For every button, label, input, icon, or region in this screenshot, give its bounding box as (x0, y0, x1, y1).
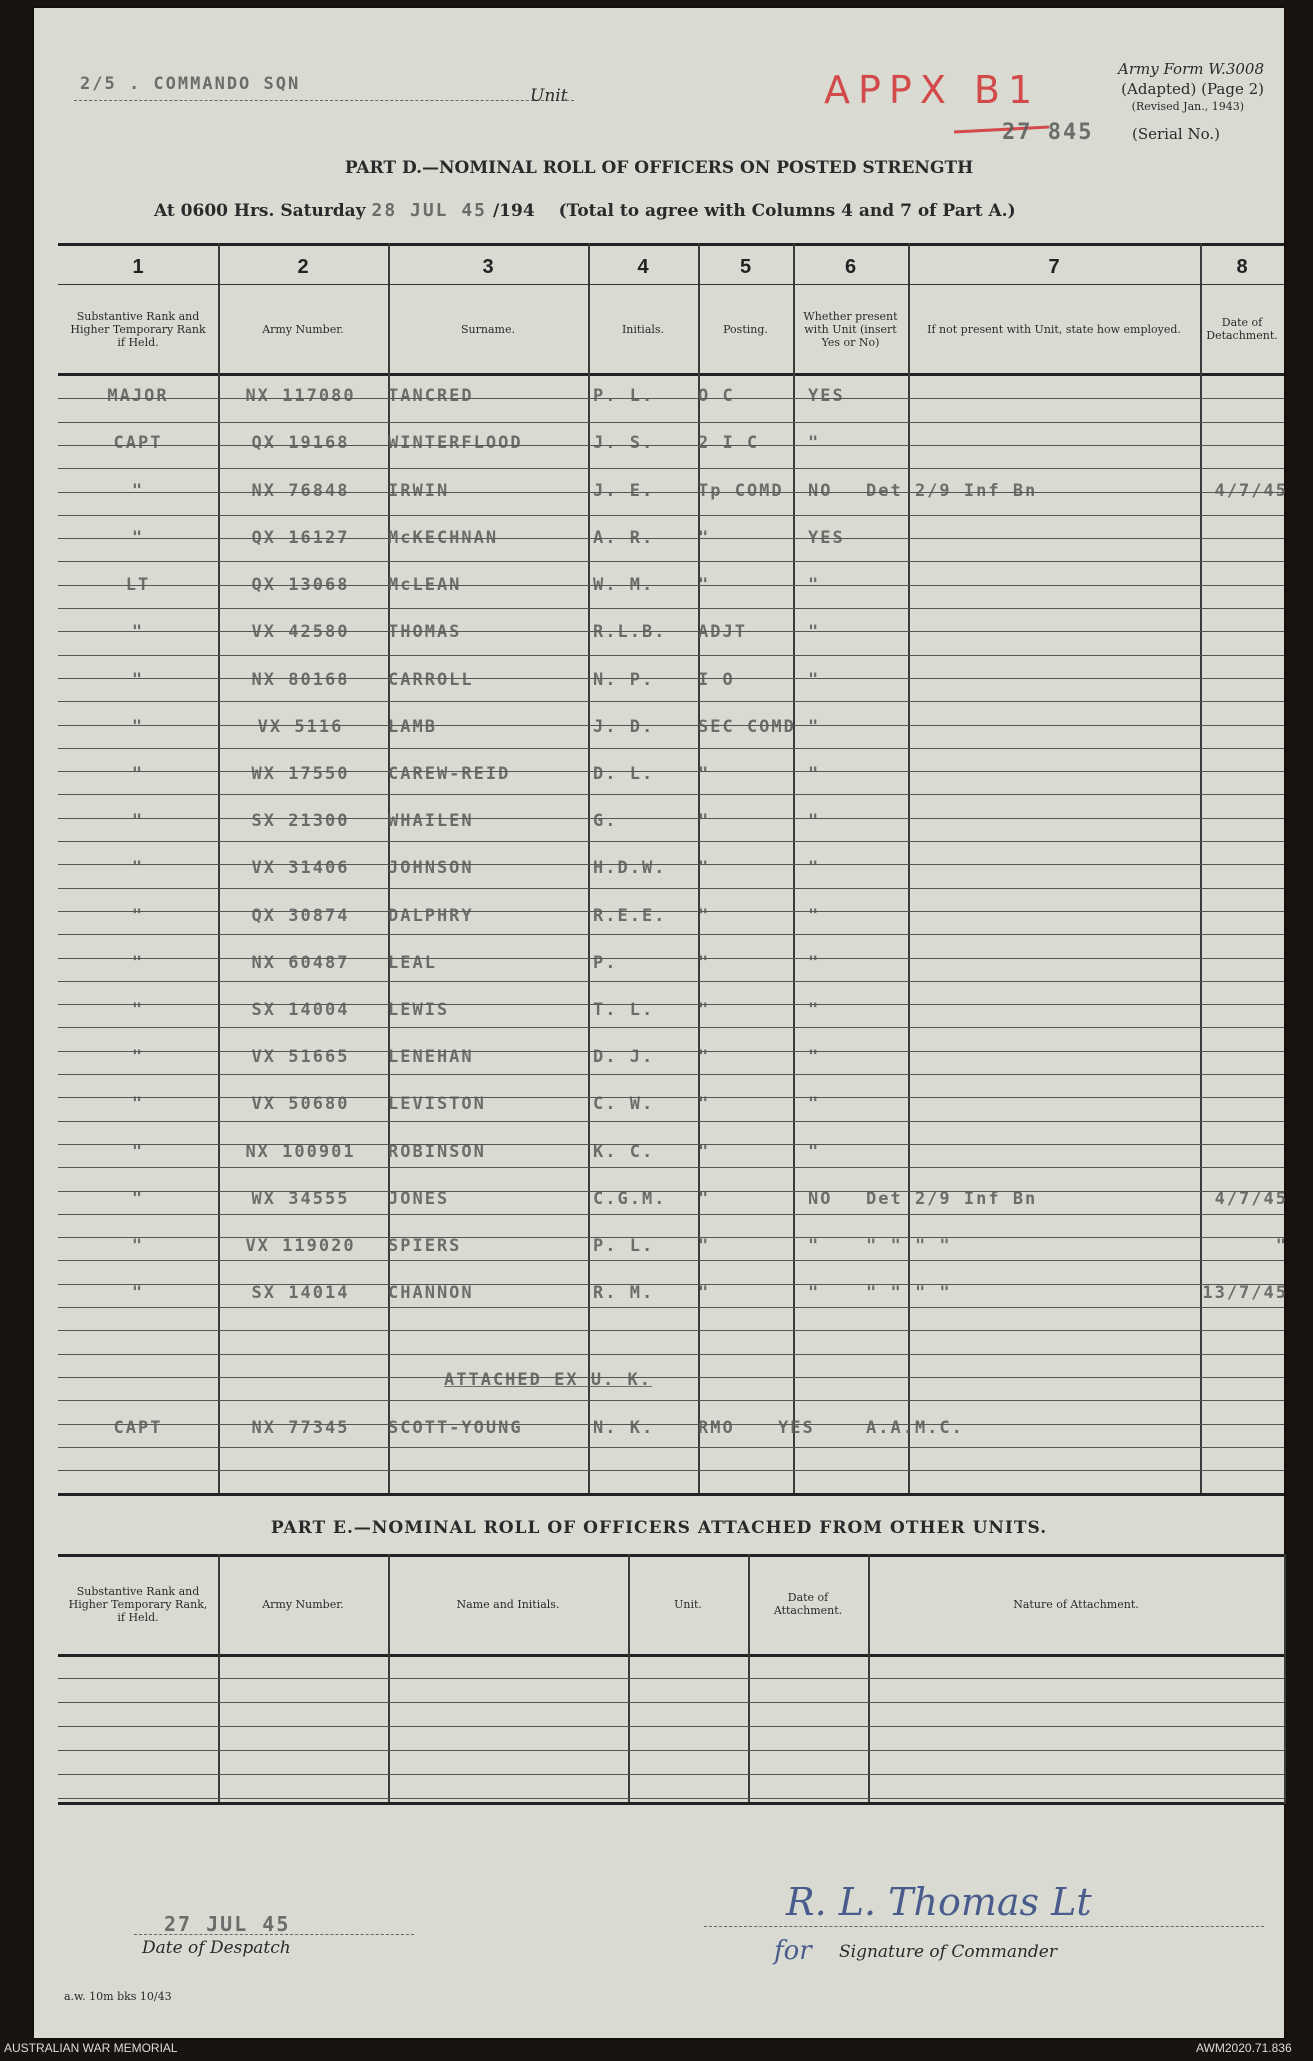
column-divider (908, 243, 910, 1493)
roll-surname: DALPHRY (388, 906, 474, 926)
part-e-divider (628, 1554, 630, 1804)
part-e-row-rule (58, 1798, 1284, 1799)
row-rule (58, 1121, 1284, 1122)
roll-present: YES (808, 528, 845, 548)
roll-present: NO (808, 481, 833, 501)
roll-rank: " (131, 717, 145, 737)
roll-post: 2 I C (698, 433, 760, 453)
roll-post: " (698, 764, 711, 784)
col-number: 8 (1236, 256, 1248, 278)
roll-surname: LEVISTON (388, 1094, 486, 1114)
roll-init: R. M. (593, 1283, 655, 1303)
roll-init: J. S. (593, 433, 655, 453)
row-rule (58, 515, 1284, 516)
part-e-row-rule (58, 1702, 1284, 1703)
roll-no: SX 14014 (251, 1283, 350, 1303)
part-d-subtitle (154, 200, 1016, 221)
roll-no: VX 50680 (251, 1094, 350, 1114)
roll-rank: MAJOR (107, 386, 169, 406)
table-top-rule (58, 243, 1284, 246)
roll-init: K. C. (593, 1142, 655, 1162)
roll-no: NX 60487 (251, 953, 350, 973)
part-e-top-rule (58, 1554, 1284, 1557)
col-header: Whether present with Unit (insert Yes or No) (803, 309, 898, 349)
roll-no: NX 117080 (245, 386, 356, 406)
roll-rank: " (131, 1283, 145, 1303)
part-e-col-header: Substantive Rank and Higher Temporary Rank, if Held. (68, 1584, 208, 1624)
roll-surname: IRWIN (388, 481, 450, 501)
row-rule (58, 1074, 1284, 1075)
serial-typed: 27 845 (1002, 120, 1094, 145)
roll-date: 4/7/45 (1214, 481, 1288, 501)
attached-employed: A.A.M.C. (866, 1418, 964, 1438)
attached-post: RMO (698, 1418, 735, 1438)
roll-rank: " (131, 811, 145, 831)
col-number: 1 (132, 256, 144, 278)
roll-post: " (698, 1189, 711, 1209)
roll-present: " (808, 906, 821, 926)
part-e-divider (1284, 1554, 1286, 1804)
row-rule (58, 1400, 1284, 1401)
part-e-bottom-rule (58, 1802, 1284, 1805)
roll-rank: " (131, 670, 145, 690)
row-rule (58, 934, 1284, 935)
despatch-typed: 27 JUL 45 (164, 1912, 291, 1936)
col-header: Initials. (621, 322, 665, 336)
roll-rank: " (131, 764, 145, 784)
roll-init: T. L. (593, 1000, 655, 1020)
col-header: Substantive Rank and Higher Temporary Rank if Held. (70, 309, 206, 349)
print-code: a.w. 10m bks 10/43 (64, 1990, 172, 2003)
col-number: 2 (297, 256, 309, 278)
roll-post: " (698, 858, 711, 878)
part-e-row-rule (58, 1774, 1284, 1775)
signature-for: for (774, 1936, 812, 1966)
roll-init: C.G.M. (593, 1189, 667, 1209)
roll-surname: THOMAS (388, 622, 462, 642)
col-number: 3 (482, 256, 494, 278)
roll-surname: WINTERFLOOD (388, 433, 523, 453)
roll-post: " (698, 953, 711, 973)
attached-init: N. K. (593, 1418, 655, 1438)
roll-rank: " (131, 528, 145, 548)
row-rule (58, 1214, 1284, 1215)
roll-no: VX 42580 (251, 622, 350, 642)
commander-signature: R. L. Thomas Lt (786, 1880, 1092, 1924)
roll-present: " (808, 717, 821, 737)
roll-date: " (1275, 1236, 1288, 1256)
roll-rank: " (131, 1236, 145, 1256)
roll-rank: " (131, 1142, 145, 1162)
row-rule (58, 1260, 1284, 1261)
roll-no: WX 17550 (251, 764, 350, 784)
column-divider (588, 243, 590, 1493)
roll-present: " (808, 953, 821, 973)
row-rule (58, 841, 1284, 842)
roll-rank: CAPT (113, 433, 163, 453)
archive-credit: AUSTRALIAN WAR MEMORIAL (4, 2041, 178, 2055)
despatch-label: Date of Despatch (142, 1938, 291, 1958)
roll-post: " (698, 906, 711, 926)
roll-post: " (698, 1000, 711, 1020)
part-e-col-header: Date of Attachment. (773, 1591, 843, 1617)
roll-post: " (698, 575, 711, 595)
col-header: Army Number. (262, 322, 344, 336)
row-rule (58, 1307, 1284, 1308)
roll-employed: " " " " (866, 1283, 952, 1303)
roll-init: P. (593, 953, 618, 973)
roll-rank: " (131, 622, 145, 642)
subtitle-prefix: At 0600 Hrs. Saturday (154, 201, 366, 221)
roll-present: " (808, 1000, 821, 1020)
form-number: Army Form W.3008 (1118, 60, 1264, 78)
roll-post: SEC COMD (698, 717, 796, 737)
roll-rank: " (131, 1094, 145, 1114)
roll-no: QX 13068 (251, 575, 350, 595)
column-divider (1200, 243, 1202, 1493)
col-number-rule (58, 284, 1284, 285)
part-e-title: PART E.—NOMINAL ROLL OF OFFICERS ATTACHED FROM OTHER UNITS. (270, 1518, 1048, 1538)
roll-rank: " (131, 1000, 145, 1020)
roll-post: " (698, 1142, 711, 1162)
roll-rank: " (131, 953, 145, 973)
row-rule (58, 794, 1284, 795)
roll-present: NO (808, 1189, 833, 1209)
roll-init: W. M. (593, 575, 655, 595)
roll-no: VX 51665 (251, 1047, 350, 1067)
row-rule (58, 981, 1284, 982)
roll-post: " (698, 1283, 711, 1303)
roll-init: D. J. (593, 1047, 655, 1067)
roll-present: " (808, 1094, 821, 1114)
form-sheet (34, 8, 1288, 2038)
roll-post: O C (698, 386, 735, 406)
row-rule (58, 468, 1284, 469)
roll-no: NX 76848 (251, 481, 350, 501)
row-rule (58, 1167, 1284, 1168)
roll-init: P. L. (593, 386, 655, 406)
form-adapted: (Adapted) (Page 2) (1121, 80, 1264, 98)
roll-post: I O (698, 670, 735, 690)
unit-rule (74, 100, 574, 101)
part-e-row-rule (58, 1726, 1284, 1727)
roll-post: Tp COMD (698, 481, 784, 501)
roll-no: NX 80168 (251, 670, 350, 690)
roll-present: " (808, 1283, 821, 1303)
roll-surname: McLEAN (388, 575, 462, 595)
roll-surname: LENEHAN (388, 1047, 474, 1067)
roll-surname: SPIERS (388, 1236, 462, 1256)
subtitle-note: (Total to agree with Columns 4 and 7 of Part A.) (558, 201, 1016, 221)
row-rule (58, 1354, 1284, 1355)
part-d-title: PART D.—NOMINAL ROLL OF OFFICERS ON POSTED STRENGTH (344, 158, 974, 178)
roll-post: " (698, 1094, 711, 1114)
roll-present: " (808, 670, 821, 690)
row-rule (58, 888, 1284, 889)
part-e-header-rule (58, 1654, 1284, 1657)
roll-init: H.D.W. (593, 858, 667, 878)
roll-surname: LEWIS (388, 1000, 450, 1020)
roll-present: " (808, 1236, 821, 1256)
row-rule (58, 422, 1284, 423)
roll-surname: JOHNSON (388, 858, 474, 878)
unit-typed: 2/5 . COMMANDO SQN (80, 74, 301, 94)
row-rule (58, 608, 1284, 609)
roll-rank: " (131, 858, 145, 878)
col-number: 6 (844, 256, 857, 278)
roll-present: " (808, 1047, 821, 1067)
roll-post: ADJT (698, 622, 747, 642)
attached-no: NX 77345 (251, 1418, 350, 1438)
roll-init: R.L.B. (593, 622, 667, 642)
roll-surname: CHANNON (388, 1283, 474, 1303)
serial-label: (Serial No.) (1132, 125, 1220, 143)
attached-present: YES (778, 1418, 815, 1438)
roll-rank: " (131, 481, 145, 501)
col-number: 4 (637, 256, 649, 278)
part-d-table (58, 238, 1288, 1498)
roll-init: J. D. (593, 717, 655, 737)
roll-no: VX 31406 (251, 858, 350, 878)
roll-present: " (808, 433, 821, 453)
roll-no: NX 100901 (245, 1142, 356, 1162)
row-rule (58, 748, 1284, 749)
roll-rank: " (131, 1189, 145, 1209)
roll-present: " (808, 858, 821, 878)
roll-post: " (698, 528, 711, 548)
row-rule (58, 1470, 1284, 1471)
roll-post: " (698, 811, 711, 831)
roll-date: 13/7/45 (1202, 1283, 1288, 1303)
roll-post: " (698, 1047, 711, 1067)
part-e-divider (748, 1554, 750, 1804)
roll-no: VX 5116 (257, 717, 344, 737)
col-number: 5 (739, 256, 752, 278)
roll-init: A. R. (593, 528, 655, 548)
col-header: Date of Detachment. (1206, 316, 1278, 342)
roll-no: QX 30874 (251, 906, 350, 926)
roll-surname: TANCRED (388, 386, 474, 406)
roll-no: QX 16127 (251, 528, 350, 548)
roll-present: " (808, 1142, 821, 1162)
col-header: Posting. (723, 322, 768, 336)
roll-init: G. (593, 811, 618, 831)
row-rule (58, 655, 1284, 656)
attached-surname: SCOTT-YOUNG (388, 1418, 523, 1438)
signature-rule (704, 1926, 1264, 1927)
archive-id: AWM2020.71.836 (1196, 2041, 1292, 2055)
roll-surname: CAREW-REID (388, 764, 511, 784)
part-e-col-header: Unit. (674, 1597, 702, 1611)
roll-no: SX 21300 (251, 811, 350, 831)
roll-present: " (808, 764, 821, 784)
roll-present: " (808, 622, 821, 642)
roll-surname: LAMB (388, 717, 437, 737)
roll-init: D. L. (593, 764, 655, 784)
despatch-rule (134, 1934, 414, 1935)
appendix-mark: APPX B1 (824, 68, 1041, 112)
subtitle-year: /194 (492, 201, 535, 221)
signature-label: Signature of Commander (839, 1942, 1057, 1962)
part-e-row-rule (58, 1678, 1284, 1679)
date-typed: 28 JUL 45 (371, 200, 488, 221)
header-rule (58, 373, 1284, 376)
roll-init: N. P. (593, 670, 655, 690)
roll-date: 4/7/45 (1214, 1189, 1288, 1209)
roll-present: " (808, 811, 821, 831)
roll-rank: LT (125, 575, 151, 595)
roll-init: J. E. (593, 481, 655, 501)
part-e-col-header: Name and Initials. (456, 1597, 560, 1611)
roll-init: C. W. (593, 1094, 655, 1114)
roll-rank: " (131, 906, 145, 926)
part-e-divider (868, 1554, 870, 1804)
roll-surname: McKECHNAN (388, 528, 499, 548)
part-e-col-header: Nature of Attachment. (1013, 1597, 1139, 1611)
part-e-row-rule (58, 1750, 1284, 1751)
roll-no: VX 119020 (245, 1236, 356, 1256)
part-e-divider (218, 1554, 220, 1804)
form-revised: (Revised Jan., 1943) (1131, 100, 1244, 113)
part-e-divider (388, 1554, 390, 1804)
roll-surname: JONES (388, 1189, 450, 1209)
roll-no: WX 34555 (251, 1189, 350, 1209)
roll-employed: Det 2/9 Inf Bn (866, 481, 1038, 501)
roll-present: YES (808, 386, 845, 406)
roll-employed: " " " " (866, 1236, 952, 1256)
col-number: 7 (1048, 256, 1060, 278)
roll-surname: ROBINSON (388, 1142, 486, 1162)
part-e-col-header: Army Number. (262, 1597, 344, 1611)
row-rule (58, 701, 1284, 702)
roll-surname: LEAL (388, 953, 437, 973)
roll-rank: " (131, 1047, 145, 1067)
attached-rank: CAPT (113, 1418, 163, 1438)
roll-init: R.E.E. (593, 906, 667, 926)
part-e-table (58, 1554, 1284, 1804)
col-header: If not present with Unit, state how employed. (927, 322, 1181, 336)
roll-no: SX 14004 (251, 1000, 350, 1020)
row-rule (58, 1027, 1284, 1028)
roll-present: " (808, 575, 821, 595)
roll-post: " (698, 1236, 711, 1256)
roll-surname: WHAILEN (388, 811, 474, 831)
col-header: Surname. (461, 322, 515, 336)
roll-init: P. L. (593, 1236, 655, 1256)
row-rule (58, 1330, 1284, 1331)
row-rule (58, 561, 1284, 562)
roll-no: QX 19168 (251, 433, 350, 453)
unit-label: Unit (530, 86, 568, 106)
attached-heading: ATTACHED EX U. K. (444, 1370, 652, 1390)
roll-surname: CARROLL (388, 670, 474, 690)
table-bottom-rule (58, 1493, 1284, 1496)
row-rule (58, 1447, 1284, 1448)
roll-employed: Det 2/9 Inf Bn (866, 1189, 1038, 1209)
